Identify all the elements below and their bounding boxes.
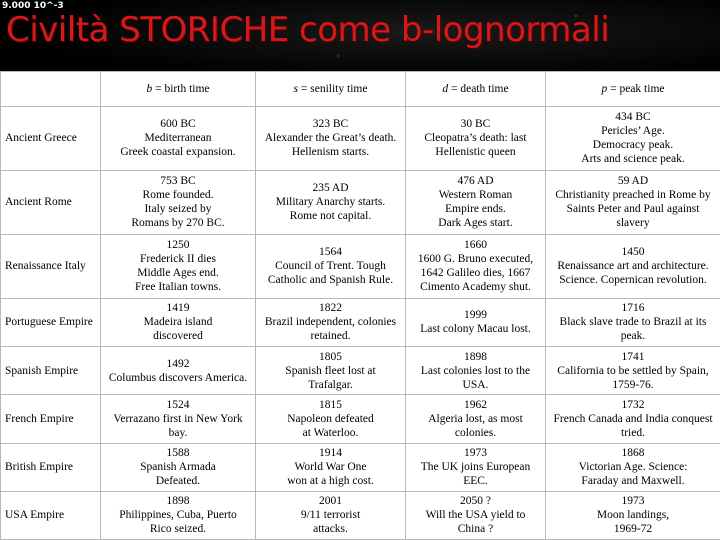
cell-date: 1732 <box>621 398 645 411</box>
cell-peak <box>546 234 720 298</box>
cell-senility <box>256 234 406 298</box>
cell-death <box>406 107 546 171</box>
table-row <box>1 298 720 346</box>
cell-description-line: slavery <box>616 217 650 230</box>
cell-description-line: 1600 G. Bruno executed, <box>417 253 534 266</box>
cell-date: 2050 ? <box>460 495 491 508</box>
row-civilization-name: British Empire <box>1 443 101 491</box>
cell-description-line: Alexander the Great’s death. <box>264 132 397 145</box>
cell-description-line: Defeated. <box>155 475 201 488</box>
cell-description-line: Spanish fleet lost at <box>285 364 376 377</box>
cell-date: 1914 <box>319 447 342 460</box>
cell-senility <box>256 298 406 346</box>
civilizations-table <box>0 71 720 540</box>
header-death-time: d = death time <box>406 72 546 107</box>
table-row <box>1 491 720 539</box>
cell-description-line: 1759-76. <box>612 378 654 391</box>
cell-description-line: Christianity preached in Rome by <box>555 189 711 202</box>
cell-description-line: Rico seized. <box>149 523 207 536</box>
cell-description-line: Science. Copernican revolution. <box>559 274 707 287</box>
cell-senility <box>256 170 406 234</box>
cell-date: 1564 <box>319 246 342 259</box>
cell-description-line: World War One <box>294 461 367 474</box>
table-header-row <box>1 72 720 107</box>
cell-description-line: at Waterloo. <box>302 426 359 439</box>
cell-description-line: Dark Ages start. <box>438 217 513 230</box>
cell-description-line: Catholic and Spanish Rule. <box>267 274 394 287</box>
cell-description-line: Last colonies lost to the <box>420 364 531 377</box>
row-civilization-name: Spanish Empire <box>1 347 101 395</box>
cell-description-line: Rome not capital. <box>289 210 372 223</box>
cell-description-line: Victorian Age. Science: <box>578 461 688 474</box>
cell-description-line: colonies. <box>454 426 497 439</box>
cell-description-line: Middle Ages end. <box>137 267 219 280</box>
cell-description-line: Empire ends. <box>445 203 506 216</box>
cell-description-line: Hellenistic queen <box>435 146 516 159</box>
header-corner <box>1 72 101 107</box>
slide-header <box>0 0 720 80</box>
civilizations-table-container <box>0 71 720 540</box>
cell-date: 1492 <box>166 357 190 370</box>
cell-birth <box>101 491 256 539</box>
cell-description-line: Philippines, Cuba, Puerto <box>119 509 237 522</box>
cell-description-line: Cimento Academy shut. <box>420 281 531 294</box>
slide-number: 9.000 10^-3 <box>2 1 64 11</box>
cell-death <box>406 170 546 234</box>
cell-description-line: USA. <box>462 378 489 391</box>
cell-death <box>406 395 546 443</box>
row-civilization-name: Portuguese Empire <box>1 298 101 346</box>
cell-description-line: Western Roman <box>438 189 513 202</box>
slide-title: Civiltà STORICHE come b-lognormali <box>6 10 610 50</box>
cell-description-line: Algeria lost, as most <box>428 412 523 425</box>
cell-date: 1741 <box>621 350 645 363</box>
cell-senility <box>256 443 406 491</box>
cell-death <box>406 491 546 539</box>
cell-death <box>406 443 546 491</box>
cell-date: 1822 <box>319 302 342 315</box>
cell-description-line: peak. <box>620 330 646 343</box>
table-row <box>1 170 720 234</box>
cell-description-line: Frederick II dies <box>140 253 216 266</box>
cell-description-line: 1969-72 <box>613 523 653 536</box>
cell-description-line: Romans by 270 BC. <box>131 217 225 230</box>
cell-date: 753 BC <box>160 175 196 188</box>
row-civilization-name: Renaissance Italy <box>1 234 101 298</box>
cell-peak <box>546 443 720 491</box>
header-senility-time: s = senility time <box>256 72 406 107</box>
table-row <box>1 347 720 395</box>
cell-date: 1660 <box>464 239 487 252</box>
cell-senility <box>256 395 406 443</box>
cell-date: 1450 <box>621 246 645 259</box>
cell-description-line: Arts and science peak. <box>581 153 685 166</box>
cell-death <box>406 347 546 395</box>
table-body <box>1 107 720 540</box>
cell-description-line: Free Italian towns. <box>135 281 221 294</box>
row-civilization-name: French Empire <box>1 395 101 443</box>
cell-birth <box>101 298 256 346</box>
cell-peak <box>546 298 720 346</box>
cell-description-line: Greek coastal expansion. <box>120 146 236 159</box>
cell-date: 1588 <box>166 447 190 460</box>
cell-description-line: tried. <box>621 426 645 439</box>
cell-description-line: Faraday and Maxwell. <box>581 475 685 488</box>
cell-description-line: 9/11 terrorist <box>300 509 361 522</box>
cell-description-line: Moon landings, <box>596 509 670 522</box>
cell-description-line: Military Anarchy starts. <box>275 196 386 209</box>
cell-senility <box>256 107 406 171</box>
cell-description-line: Brazil independent, colonies <box>264 316 397 329</box>
cell-date: 600 BC <box>160 118 196 131</box>
cell-description-line: Saints Peter and Paul against <box>566 203 700 216</box>
table-row <box>1 395 720 443</box>
cell-date: 323 BC <box>312 118 349 131</box>
cell-date: 1973 <box>621 495 645 508</box>
cell-description-line: Black slave trade to Brazil at its <box>559 316 707 329</box>
cell-description-line: Verrazano first in New York <box>113 412 243 425</box>
cell-date: 1898 <box>464 350 487 363</box>
table-row <box>1 107 720 171</box>
row-civilization-name: Ancient Greece <box>1 107 101 171</box>
cell-date: 1805 <box>319 350 342 363</box>
cell-date: 1999 <box>464 309 487 322</box>
cell-birth <box>101 395 256 443</box>
cell-description-line: Hellenism starts. <box>291 146 370 159</box>
cell-date: 1419 <box>166 302 190 315</box>
cell-description-line: California to be settled by Spain, <box>557 364 709 377</box>
cell-description-line: Columbus discovers America. <box>108 371 248 384</box>
cell-date: 1250 <box>166 239 190 252</box>
cell-birth <box>101 107 256 171</box>
cell-birth <box>101 234 256 298</box>
cell-description-line: won at a high cost. <box>287 475 374 488</box>
cell-birth <box>101 443 256 491</box>
cell-death <box>406 234 546 298</box>
cell-description-line: Cleopatra’s death: last <box>424 132 527 145</box>
cell-senility <box>256 491 406 539</box>
cell-description-line: Will the USA yield to <box>425 509 526 522</box>
cell-date: 1815 <box>319 398 342 411</box>
cell-date: 476 AD <box>457 175 494 188</box>
cell-description-line: EEC. <box>463 475 488 488</box>
cell-date: 59 AD <box>617 175 649 188</box>
cell-description-line: Napoleon defeated <box>287 412 374 425</box>
cell-date: 1524 <box>166 398 190 411</box>
cell-peak <box>546 170 720 234</box>
row-civilization-name: Ancient Rome <box>1 170 101 234</box>
table-row <box>1 234 720 298</box>
cell-death <box>406 298 546 346</box>
cell-description-line: Madeira island <box>143 316 213 329</box>
cell-date: 434 BC <box>615 111 651 124</box>
cell-description-line: Last colony Macau lost. <box>420 323 531 336</box>
cell-description-line: Mediterranean <box>144 132 212 145</box>
cell-description-line: French Canada and India conquest <box>553 412 713 425</box>
cell-date: 2001 <box>319 495 342 508</box>
cell-peak <box>546 395 720 443</box>
cell-description-line: China ? <box>457 523 494 536</box>
cell-birth <box>101 347 256 395</box>
cell-date: 1973 <box>464 447 487 460</box>
cell-description-line: attacks. <box>313 523 348 536</box>
header-peak-time: p = peak time <box>546 72 720 107</box>
cell-description-line: The UK joins European <box>420 461 531 474</box>
cell-description-line: discovered <box>153 330 203 343</box>
cell-description-line: Rome founded. <box>142 189 214 202</box>
cell-date: 30 BC <box>460 118 491 131</box>
cell-peak <box>546 347 720 395</box>
cell-date: 1962 <box>464 398 487 411</box>
table-row <box>1 443 720 491</box>
cell-description-line: Trafalgar. <box>308 378 353 391</box>
cell-description-line: Democracy peak. <box>592 139 674 152</box>
cell-description-line: Pericles’ Age. <box>601 125 665 138</box>
cell-description-line: Council of Trent. Tough <box>275 260 386 273</box>
cell-date: 1716 <box>621 302 645 315</box>
cell-senility <box>256 347 406 395</box>
cell-description-line: Spanish Armada <box>140 461 216 474</box>
cell-description-line: 1642 Galileo dies, 1667 <box>420 267 531 280</box>
cell-birth <box>101 170 256 234</box>
cell-description-line: Italy seized by <box>144 203 212 216</box>
header-birth-time: b = birth time <box>101 72 256 107</box>
cell-date: 1898 <box>166 495 190 508</box>
cell-description-line: retained. <box>310 330 351 343</box>
cell-description-line: Renaissance art and architecture. <box>557 260 709 273</box>
cell-date: 1868 <box>621 447 645 460</box>
cell-peak <box>546 107 720 171</box>
cell-date: 235 AD <box>312 182 349 195</box>
cell-peak <box>546 491 720 539</box>
row-civilization-name: USA Empire <box>1 491 101 539</box>
cell-description-line: bay. <box>168 426 188 439</box>
